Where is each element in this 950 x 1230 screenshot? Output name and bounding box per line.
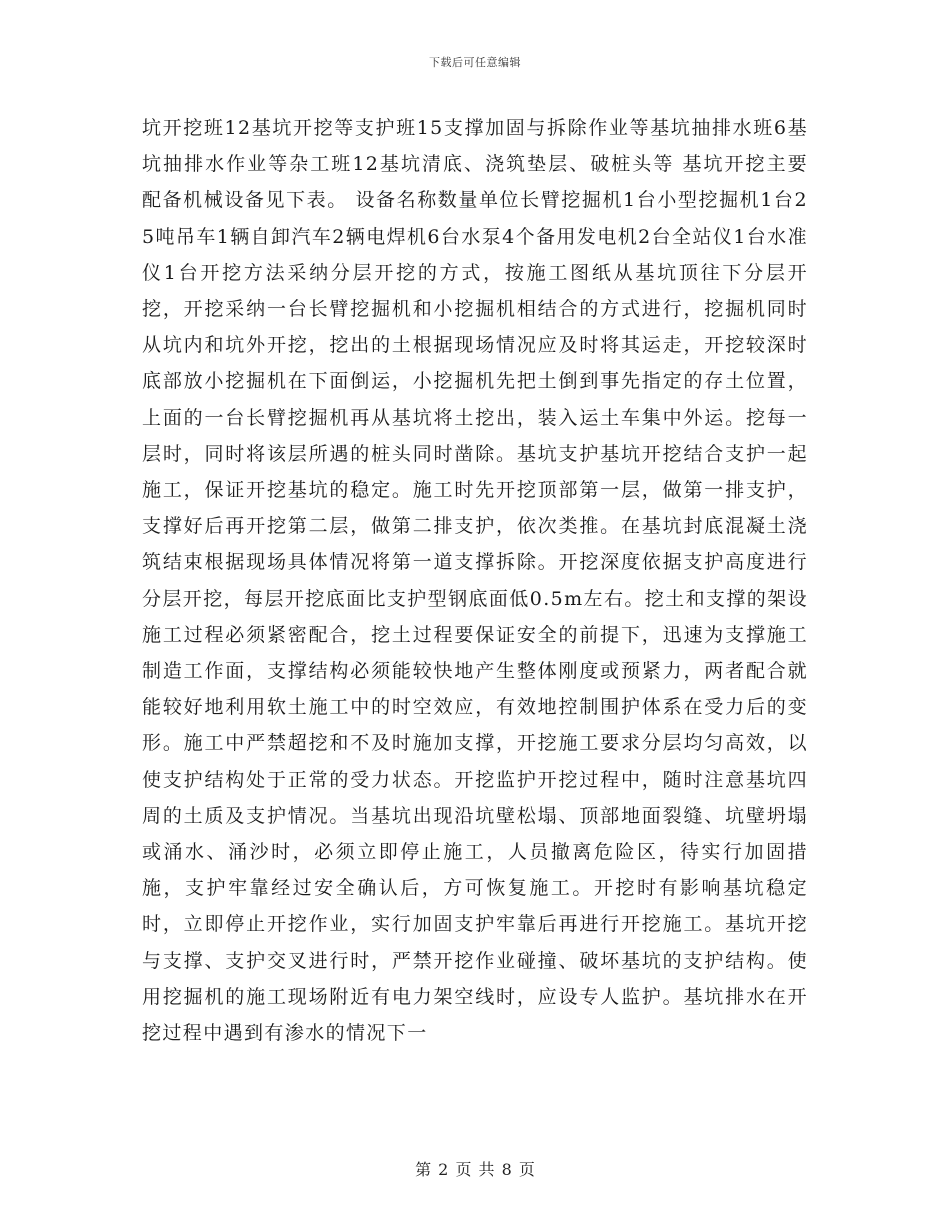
page-header: 下载后可任意编辑 <box>429 56 521 69</box>
body-paragraph: 坑开挖班12基坑开挖等支护班15支撑加固与拆除作业等基坑抽排水班6基坑抽排水作业等杂工班12基坑清底、浇筑垫层、破桩头等 基坑开挖主要配备机械设备见下表。 设备名称数量单位长臂挖掘机1台小型挖掘机1台25吨吊车1辆自卸汽车2辆电焊机6台水泵4个备用发电机2台全站仪1台水准仪1台开挖方法采纳分层开挖的方式，按施工图纸从基坑顶往下分层开挖，开挖采纳一台长臂挖掘机和小挖掘机相结合的方式进行，挖掘机同时从坑内和坑外开挖，挖出的土根据现场情况应及时将其运走，开挖较深时底部放小挖掘机在下面倒运，小挖掘机先把土倒到事先指定的存土位置，上面的一台长臂挖掘机再从基坑将土挖出，装入运土车集中外运。挖每一层时，同时将该层所遇的桩头同时凿除。基坑支护基坑开挖结合支护一起施工，保证开挖基坑的稳定。施工时先开挖顶部第一层，做第一排支护，支撑好后再开挖第二层，做第二排支护，依次类推。在基坑封底混凝土浇筑结束根据现场具体情况将第一道支撑拆除。开挖深度依据支护高度进行分层开挖，每层开挖底面比支护型钢底面低0.5m左右。挖土和支撑的架设施工过程必须紧密配合，挖土过程要保证安全的前提下，迅速为支撑施工制造工作面，支撑结构必须能较快地产生整体刚度或预紧力，两者配合就能较好地利用软土施工中的时空效应，有效地控制围护体系在受力后的变形。施工中严禁超挖和不及时施加支撑，开挖施工要求分层均匀高效，以使支护结构处于正常的受力状态。开挖监护开挖过程中，随时注意基坑四周的土质及支护情况。当基坑出现沿坑壁松塌、顶部地面裂缝、坑壁坍塌或涌水、涌沙时，必须立即停止施工，人员撤离危险区，待实行加固措施，支护牢靠经过安全确认后，方可恢复施工。开挖时有影响基坑稳定时，立即停止开挖作业，实行加固支护牢靠后再进行开挖施工。基坑开挖与支撑、支护交叉进行时，严禁开挖作业碰撞、破坏基坑的支护结构。使用挖掘机的施工现场附近有电力架空线时，应设专人监护。基坑排水在开挖过程中遇到有渗水的情况下一 <box>142 117 808 1045</box>
page-footer-page-number: 第 2 页 共 8 页 <box>415 1160 535 1179</box>
